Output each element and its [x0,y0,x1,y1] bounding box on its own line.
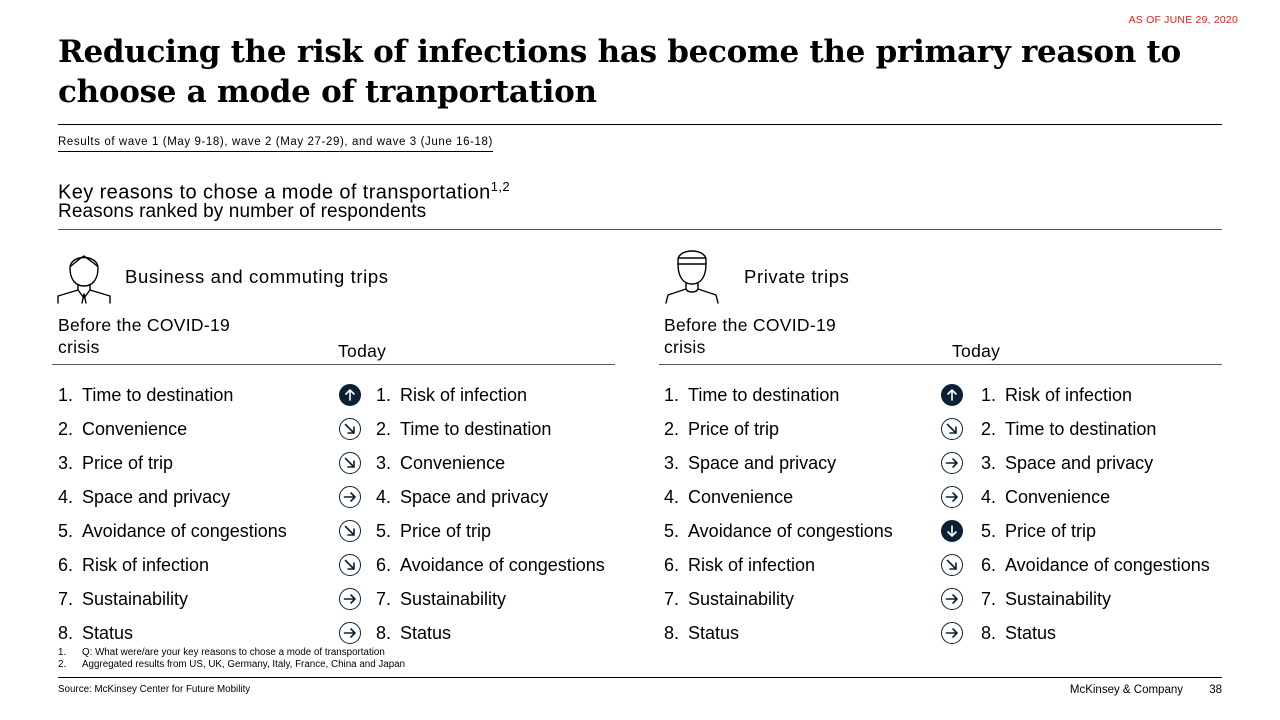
ranked-reason-item [981,486,1210,520]
rank-number: 7. [58,589,74,609]
footer-divider [58,677,1222,678]
rank-number: 4. [664,487,680,507]
rank-number: 8. [981,623,997,643]
rank-number: 2. [376,419,392,439]
footnote-text: Aggregated results from US, UK, Germany, Italy, France, China and Japan [82,659,406,670]
trend-arrow-row [941,452,963,486]
footnote-1 [58,647,385,658]
rank-number: 1. [664,385,680,405]
arrow-right-icon [941,588,963,610]
rank-number: 1. [981,385,997,405]
ranked-reason-item [981,554,1210,588]
business-person-icon [56,246,112,304]
page-title: Reducing the risk of infections has become the primary reason to choose a mode of tranportation [58,34,1181,110]
reason-label: Time to destination [1005,419,1157,439]
rank-number: 6. [58,555,74,575]
arrow-right-icon [941,452,963,474]
ranked-reason-item [664,418,893,452]
before-list-private [664,384,893,656]
before-covid-label: Before the COVID-19 crisis [664,315,837,357]
trend-arrow-row [941,622,963,656]
reason-label: Risk of infection [688,555,816,575]
trend-arrow-row [941,384,963,418]
reason-label: Price of trip [400,521,492,541]
trend-arrow-row [941,486,963,520]
reason-label: Avoidance of congestions [400,555,605,575]
ranked-reason-item [664,486,893,520]
reason-label: Risk of infection [400,385,528,405]
ranked-reason-item [664,384,893,418]
rank-number: 4. [981,487,997,507]
reason-label: Space and privacy [1005,453,1154,473]
arrow-up-icon [941,384,963,406]
reason-label: Time to destination [82,385,234,405]
footnote-2 [58,659,405,670]
arrow-right-icon [339,588,361,610]
brand-name: McKinsey & Company [1069,684,1183,696]
trend-arrow-row [339,554,361,588]
survey-waves-subtitle: Results of wave 1 (May 9-18), wave 2 (May 27-29), and wave 3 (June 16-18) [58,136,493,152]
ranked-reason-item [981,452,1210,486]
rank-number: 5. [664,521,680,541]
page-number: 38 [1209,684,1222,696]
reason-label: Sustainability [1005,589,1112,609]
ranked-reason-item [376,520,605,554]
as-of-date: AS OF JUNE 29, 2020 [1128,14,1238,26]
arrow-down-right-icon [339,452,361,474]
trend-arrows-private [941,384,963,656]
ranked-reason-item [981,622,1210,656]
arrow-down-right-icon [339,418,361,440]
rank-number: 4. [58,487,74,507]
trend-arrow-row [339,588,361,622]
private-person-icon [664,246,720,304]
rank-number: 2. [664,419,680,439]
reason-label: Status [688,623,740,643]
arrow-down-icon [941,520,963,542]
reason-label: Convenience [82,419,188,439]
ranked-reason-item [58,588,287,622]
arrow-down-right-icon [339,554,361,576]
arrow-right-icon [339,486,361,508]
heading-divider [58,229,1222,230]
trend-arrow-row [941,588,963,622]
reason-label: Risk of infection [82,555,210,575]
reason-label: Space and privacy [688,453,837,473]
rank-number: 6. [664,555,680,575]
rank-number: 7. [664,589,680,609]
rank-number: 4. [376,487,392,507]
reason-label: Space and privacy [82,487,231,507]
reason-label: Avoidance of congestions [82,521,287,541]
today-list-private [981,384,1210,656]
rank-number: 8. [664,623,680,643]
rank-number: 1. [58,385,74,405]
trend-arrow-row [941,520,963,554]
rank-number: 2. [981,419,997,439]
trend-arrow-row [339,418,361,452]
trend-arrow-row [339,384,361,418]
ranked-reason-item [664,520,893,554]
reason-label: Avoidance of congestions [1005,555,1210,575]
ranked-reason-item [376,384,605,418]
arrow-up-icon [339,384,361,406]
rank-number: 1. [376,385,392,405]
panel-title-business: Business and commuting trips [125,266,389,287]
reason-label: Sustainability [82,589,189,609]
ranked-reason-item [981,384,1210,418]
ranked-reason-item [376,452,605,486]
reason-label: Status [82,623,134,643]
today-list-business [376,384,605,656]
ranked-reason-item [664,452,893,486]
today-label: Today [952,341,1001,361]
reason-label: Avoidance of congestions [688,521,893,541]
column-header-divider [52,364,615,365]
reason-label: Convenience [1005,487,1111,507]
before-covid-label: Before the COVID-19 crisis [58,315,231,357]
title-divider [58,124,1222,125]
reason-label: Price of trip [688,419,780,439]
arrow-right-icon [941,622,963,644]
reason-label: Convenience [688,487,794,507]
panel-title-private: Private trips [744,266,850,287]
reason-label: Status [1005,623,1057,643]
trend-arrow-row [339,452,361,486]
footnote-reference: 1,2 [490,179,510,194]
ranked-reason-item [58,452,287,486]
arrow-down-right-icon [339,520,361,542]
reason-label: Price of trip [1005,521,1097,541]
ranked-reason-item [664,588,893,622]
rank-number: 3. [664,453,680,473]
rank-number: 5. [981,521,997,541]
rank-number: 8. [58,623,74,643]
reason-label: Time to destination [688,385,840,405]
ranked-reason-item [664,622,893,656]
reason-label: Risk of infection [1005,385,1133,405]
key-reasons-subheading: Reasons ranked by number of respondents [58,201,427,222]
reason-label: Status [400,623,452,643]
before-list-business [58,384,287,656]
trend-arrow-row [339,520,361,554]
trend-arrow-row [941,418,963,452]
arrow-down-right-icon [941,554,963,576]
footnote-number: 1. [58,647,67,658]
ranked-reason-item [376,418,605,452]
column-header-divider [659,364,1222,365]
ranked-reason-item [664,554,893,588]
arrow-right-icon [339,622,361,644]
reason-label: Sustainability [400,589,507,609]
ranked-reason-item [376,486,605,520]
ranked-reason-item [58,520,287,554]
ranked-reason-item [981,520,1210,554]
rank-number: 7. [981,589,997,609]
rank-number: 3. [58,453,74,473]
reason-label: Price of trip [82,453,174,473]
ranked-reason-item [376,554,605,588]
footnote-number: 2. [58,659,67,670]
ranked-reason-item [376,622,605,656]
arrow-right-icon [941,486,963,508]
rank-number: 2. [58,419,74,439]
rank-number: 6. [981,555,997,575]
ranked-reason-item [58,486,287,520]
rank-number: 5. [376,521,392,541]
trend-arrow-row [941,554,963,588]
ranked-reason-item [981,418,1210,452]
ranked-reason-item [58,418,287,452]
rank-number: 8. [376,623,392,643]
footnote-text: Q: What were/are your key reasons to chose a mode of transportation [82,647,385,658]
reason-label: Convenience [400,453,506,473]
key-reasons-heading-text: Key reasons to chose a mode of transportation [58,181,491,204]
rank-number: 6. [376,555,392,575]
rank-number: 7. [376,589,392,609]
rank-number: 3. [376,453,392,473]
reason-label: Time to destination [400,419,552,439]
trend-arrow-row [339,486,361,520]
rank-number: 5. [58,521,74,541]
ranked-reason-item [58,554,287,588]
reason-label: Sustainability [688,589,795,609]
ranked-reason-item [981,588,1210,622]
trend-arrows-business [339,384,361,656]
source-note: Source: McKinsey Center for Future Mobility [58,684,251,695]
arrow-down-right-icon [941,418,963,440]
ranked-reason-item [58,384,287,418]
reason-label: Space and privacy [400,487,549,507]
today-label: Today [338,341,387,361]
ranked-reason-item [376,588,605,622]
rank-number: 3. [981,453,997,473]
